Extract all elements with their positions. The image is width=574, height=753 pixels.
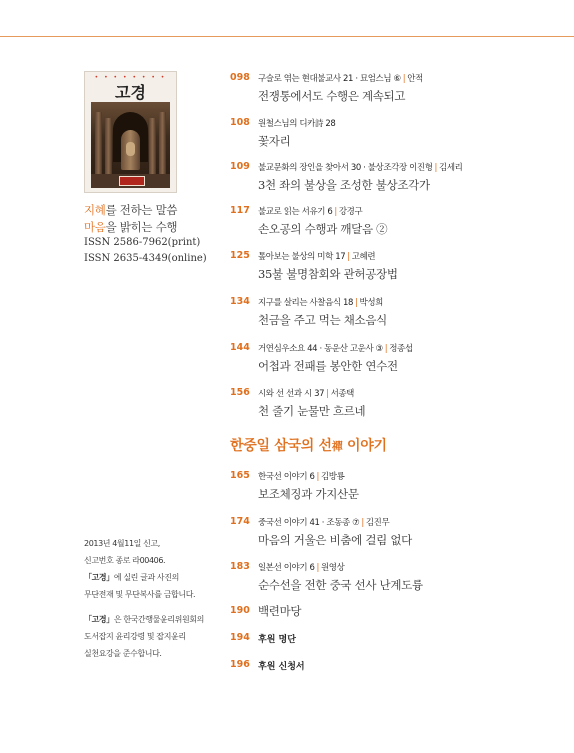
top-rule — [0, 36, 574, 37]
toc-page-number: 165 — [230, 470, 250, 481]
toc-page-number: 125 — [230, 250, 250, 261]
toc-title: 35불 불명참회와 관허공장법 — [258, 267, 398, 281]
magazine-cover — [84, 71, 177, 193]
toc-title: 전쟁통에서도 수행은 계속되고 — [258, 89, 406, 103]
toc-title: 후원 명단 — [258, 635, 296, 645]
toc-title: 3천 좌의 불상을 조성한 불상조각가 — [258, 178, 430, 192]
issn-online: ISSN 2635-4349(online) — [84, 253, 207, 264]
toc-series: 시와 선 선과 시 37 | 서종택 — [258, 389, 354, 399]
toc-page-number: 156 — [230, 387, 250, 398]
toc-series: 원철스님의 디카詩 28 — [258, 119, 336, 129]
toc-series: 지구를 살리는 사찰음식 18 | 박성희 — [258, 298, 383, 308]
tagline-line-1: 지혜를 전하는 말씀 — [84, 203, 178, 217]
toc-page-number: 196 — [230, 659, 250, 670]
toc-series: 톺아보는 불상의 미학 17 | 고혜련 — [258, 252, 376, 262]
toc-series: 구슬로 엮는 현대불교사 21 · 묘엄스님 ⑥ | 안적 — [258, 74, 423, 84]
ethics-notice: 「고경」은 한국간행물윤리위원회의 도서잡지 윤리강령 및 잡지윤리 실천요강을 준수합니다. — [84, 615, 204, 658]
buddha-figure — [126, 142, 135, 156]
toc-title: 어첩과 전패를 봉안한 연수전 — [258, 359, 398, 373]
toc-series: 중국선 이야기 41 · 조동종 ⑦ | 김진무 — [258, 518, 390, 528]
tagline-line-2: 마음을 밝히는 수행 — [84, 220, 178, 234]
issn-print: ISSN 2586-7962(print) — [84, 237, 201, 248]
toc-title: 마음의 거울은 비춤에 걸림 없다 — [258, 533, 412, 547]
toc-page-number: 174 — [230, 516, 250, 527]
toc-page-number: 117 — [230, 205, 250, 216]
toc-title: 꽃자리 — [258, 134, 291, 148]
cover-dots: • • • • • • • • — [94, 74, 167, 81]
registration-notice: 2013년 4월11일 신고, 신고번호 종로 라00406. 「고경」에 실린 글과 사진의 무단전재 및 무단복사를 금합니다. — [84, 539, 196, 599]
toc-series: 한국선 이야기 6 | 김방룡 — [258, 472, 345, 482]
toc-page-number: 098 — [230, 72, 250, 83]
toc-page-number: 190 — [230, 605, 250, 616]
toc-series: 거연심우소요 44 · 동운산 고운사 ③ | 정종섭 — [258, 344, 413, 354]
toc-series: 일본선 이야기 6 | 원영상 — [258, 563, 345, 573]
toc-title: 후원 신청서 — [258, 662, 305, 672]
toc-series: 불교문화의 장인을 찾아서 30 · 불상조각장 이진형 | 김세리 — [258, 163, 463, 173]
toc-series: 불교로 읽는 서유기 6 | 강경구 — [258, 207, 363, 217]
toc-page-number: 109 — [230, 161, 250, 172]
toc-page-number: 194 — [230, 632, 250, 643]
section-heading: 한중일 삼국의 선禪 이야기 — [230, 438, 387, 454]
toc-title: 천금을 주고 먹는 채소음식 — [258, 313, 387, 327]
toc-title: 손오공의 수행과 깨달음 ② — [258, 222, 388, 236]
toc-page-number: 183 — [230, 561, 250, 572]
cover-badge — [119, 176, 145, 186]
toc-title: 천 줄기 눈물만 흐르네 — [258, 404, 366, 418]
cover-title: 고경 — [115, 83, 146, 102]
toc-title: 보조체징과 가지산문 — [258, 487, 359, 501]
toc-title: 백련마당 — [258, 604, 302, 618]
toc-title: 순수선을 전한 중국 선사 난계도륭 — [258, 578, 423, 592]
toc-page-number: 144 — [230, 342, 250, 353]
toc-page-number: 134 — [230, 296, 250, 307]
toc-page-number: 108 — [230, 117, 250, 128]
